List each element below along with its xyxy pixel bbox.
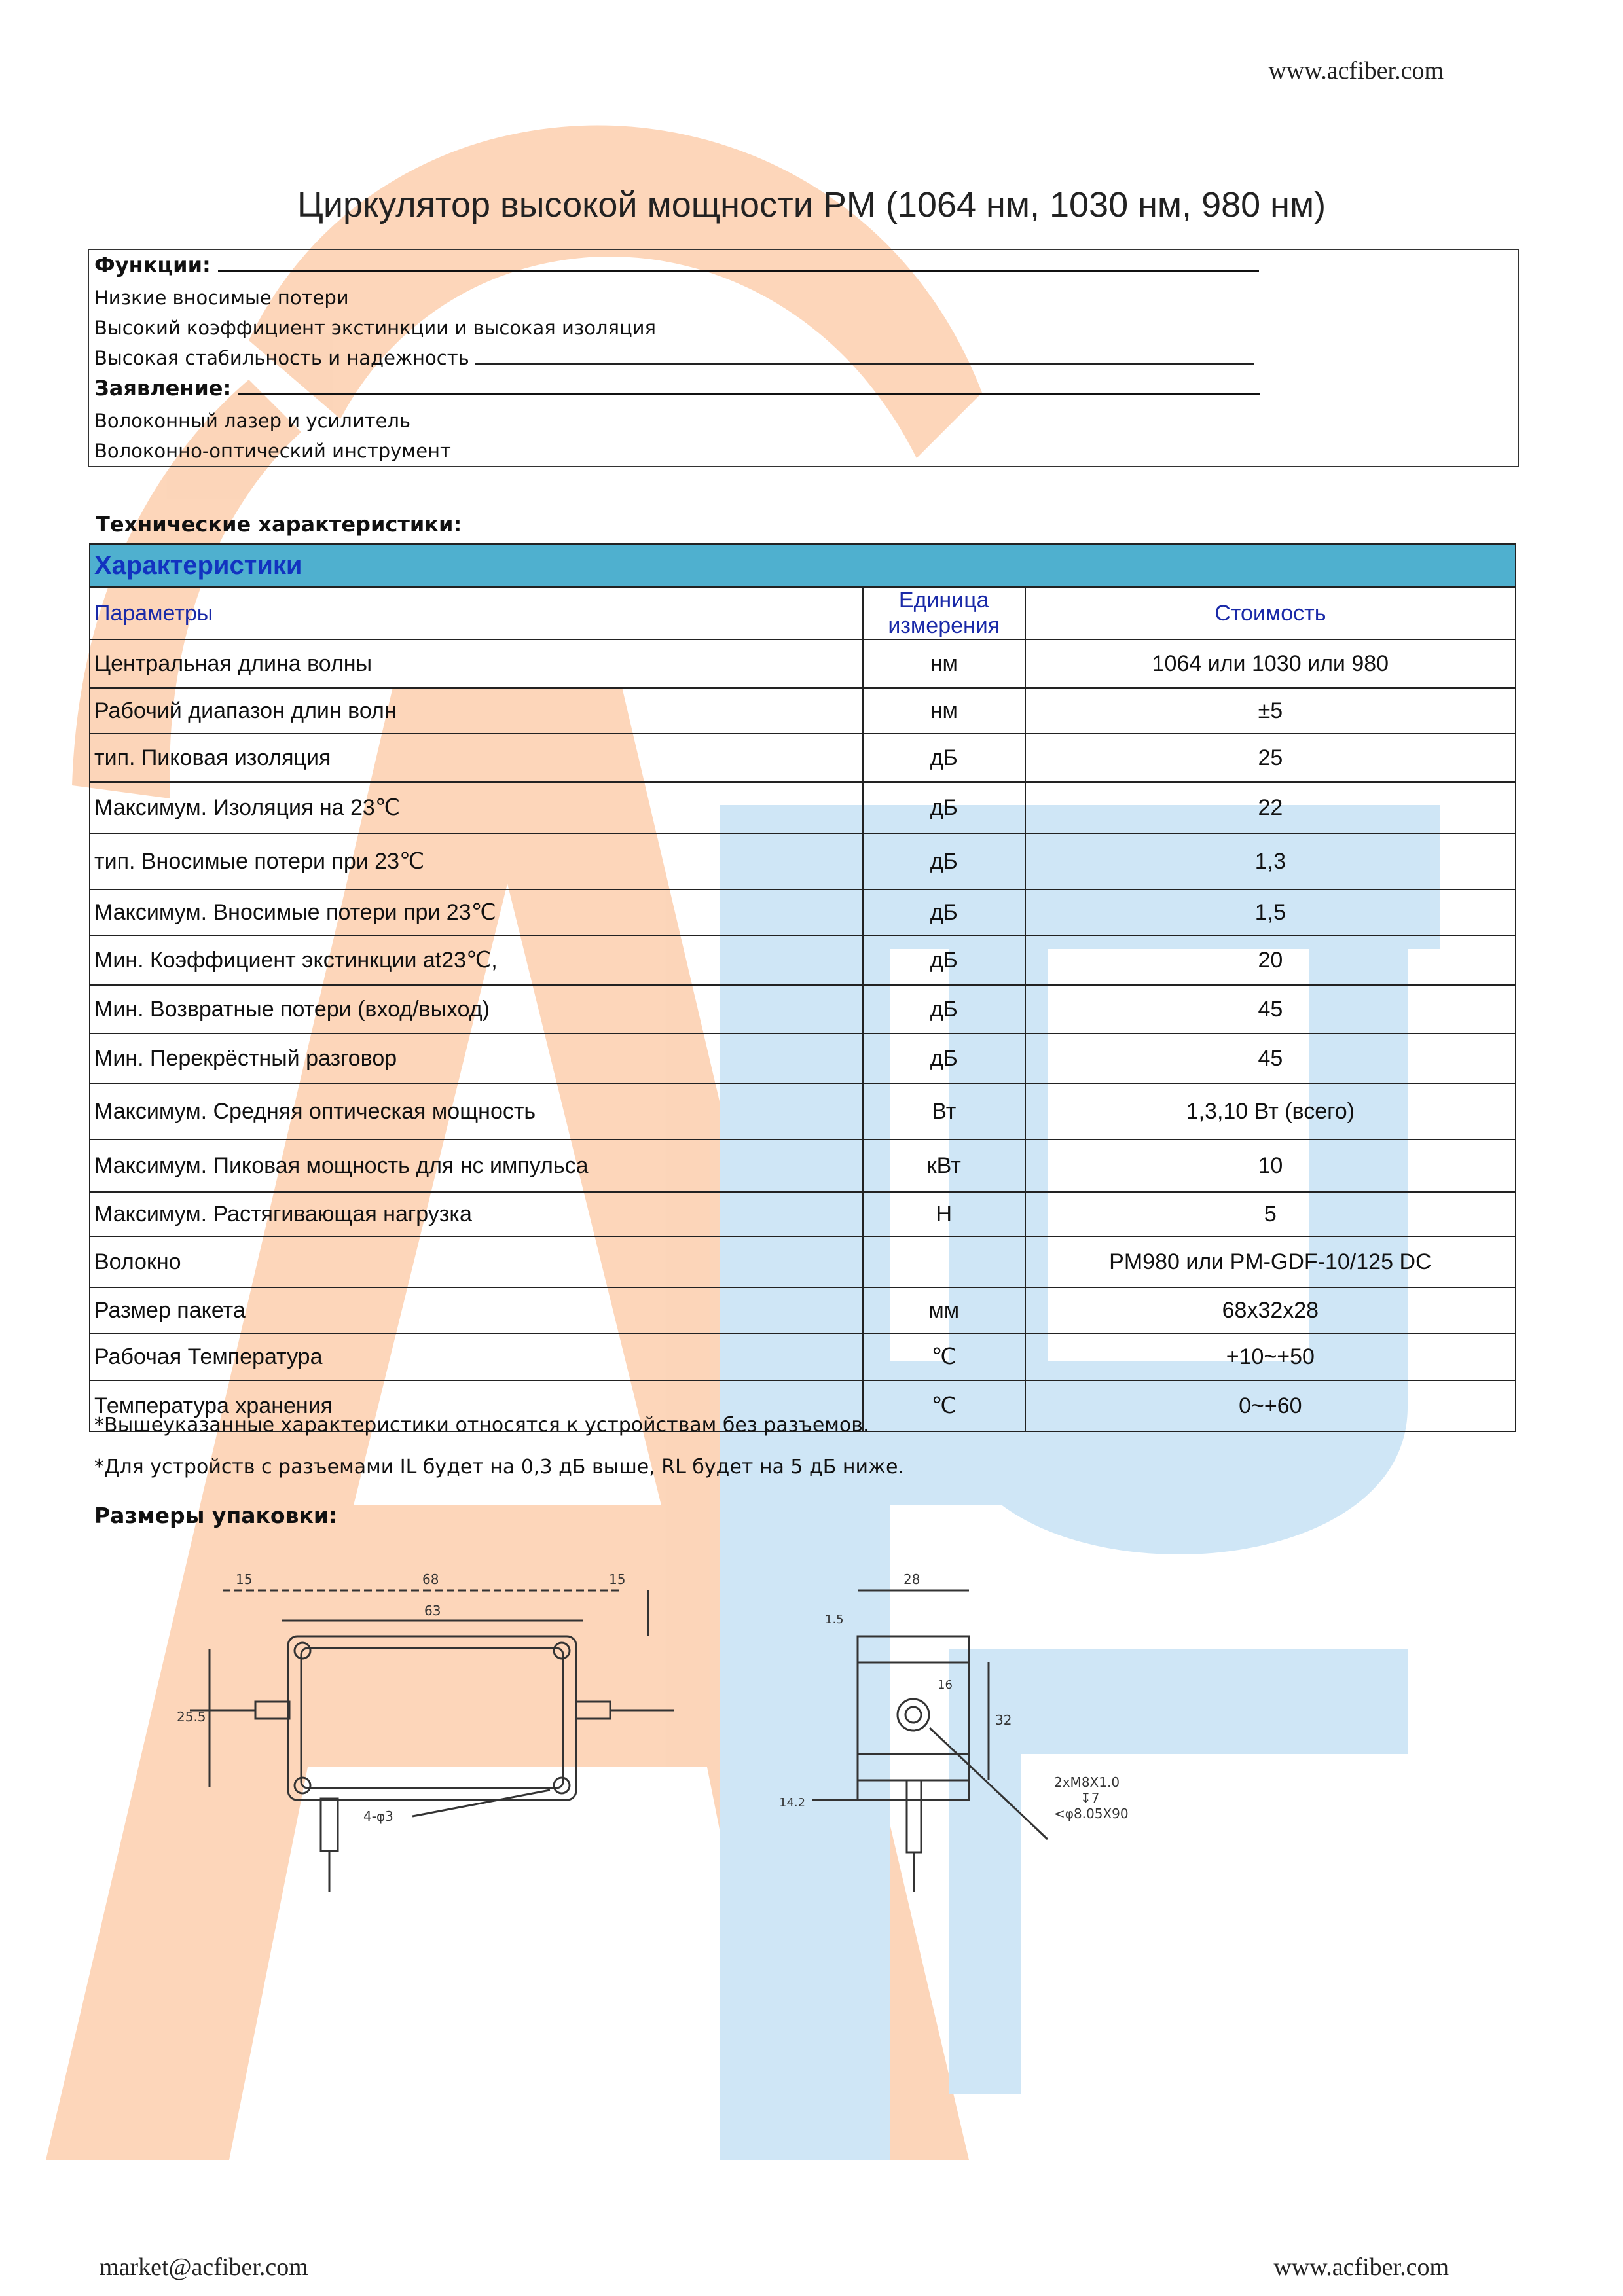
dim-label: 16	[938, 1678, 953, 1692]
features-box	[88, 249, 1519, 467]
cell-value: 5	[1025, 1192, 1516, 1236]
application-label: Заявление:	[94, 376, 232, 401]
feature-item: Высокий коэффициент экстинкции и высокая изоляция	[94, 317, 656, 339]
dim-label: 63	[424, 1603, 441, 1619]
cell-value: 45	[1025, 1033, 1516, 1083]
dim-label: 25.5	[177, 1709, 206, 1725]
cell-unit	[863, 1236, 1025, 1287]
cell-param: Рабочий диапазон длин волн	[90, 688, 863, 734]
dim-label: 68	[422, 1571, 439, 1587]
cell-unit: нм	[863, 639, 1025, 688]
cell-value: 45	[1025, 985, 1516, 1033]
table-row	[90, 1083, 1516, 1139]
page-title: Циркулятор высокой мощности PM (1064 нм, 1030 нм, 980 нм)	[297, 185, 1326, 224]
cell-param: Размер пакета	[90, 1287, 863, 1333]
cell-param: Мин. Коэффициент экстинкции at23℃,	[90, 935, 863, 985]
underline	[238, 393, 1260, 395]
thread-label: <φ8.05X90	[1054, 1806, 1129, 1821]
note-2: *Для устройств с разъемами IL будет на 0,3 дБ выше, RL будет на 5 дБ ниже.	[94, 1456, 905, 1479]
cell-value: 0~+60	[1025, 1380, 1516, 1431]
cell-param: Максимум. Средняя оптическая мощность	[90, 1083, 863, 1139]
dim-label: 28	[903, 1571, 921, 1587]
header-url[interactable]: www.acfiber.com	[1268, 57, 1444, 84]
cell-param: Температура хранения	[90, 1380, 863, 1431]
cell-param: тип. Пиковая изоляция	[90, 734, 863, 782]
dim-label: 15	[236, 1571, 253, 1587]
footer-url[interactable]: www.acfiber.com	[1273, 2253, 1449, 2281]
application-item: Волоконно-оптический инструмент	[94, 440, 451, 462]
cell-param: Максимум. Пиковая мощность для нс импульса	[90, 1139, 863, 1192]
note-1: *Вышеуказанные характеристики относятся к устройствам без разъемов.	[94, 1414, 869, 1437]
underline	[475, 363, 1254, 365]
table-row	[90, 985, 1516, 1033]
cell-value: 22	[1025, 782, 1516, 833]
table-row	[90, 1192, 1516, 1236]
table-header-row	[90, 587, 1516, 639]
table-row	[90, 1333, 1516, 1380]
table-row	[90, 935, 1516, 985]
cell-param: тип. Вносимые потери при 23℃	[90, 833, 863, 889]
cell-unit: дБ	[863, 889, 1025, 935]
cell-unit: нм	[863, 688, 1025, 734]
cell-param: Максимум. Вносимые потери при 23℃	[90, 889, 863, 935]
side-view-drawing	[773, 1564, 1283, 1905]
table-title-row	[90, 544, 1516, 587]
header-value: Стоимость	[1025, 587, 1516, 639]
thread-label: ↧7	[1080, 1790, 1100, 1806]
cell-value: 10	[1025, 1139, 1516, 1192]
cell-unit: дБ	[863, 734, 1025, 782]
cell-unit: ℃	[863, 1333, 1025, 1380]
dim-label: 32	[995, 1712, 1012, 1728]
cell-unit: дБ	[863, 1033, 1025, 1083]
specs-label: Технические характеристики:	[96, 512, 462, 537]
front-view-drawing	[164, 1564, 753, 1905]
cell-unit: дБ	[863, 782, 1025, 833]
footer-email[interactable]: market@acfiber.com	[100, 2253, 308, 2281]
spec-table	[89, 543, 1516, 1432]
cell-param: Центральная длина волны	[90, 639, 863, 688]
table-row	[90, 1139, 1516, 1192]
table-row	[90, 1033, 1516, 1083]
cell-value: 68x32x28	[1025, 1287, 1516, 1333]
table-row	[90, 833, 1516, 889]
cell-param: Максимум. Растягивающая нагрузка	[90, 1192, 863, 1236]
table-row	[90, 1287, 1516, 1333]
package-label: Размеры упаковки:	[94, 1503, 338, 1528]
functions-label: Функции:	[94, 253, 211, 278]
thread-label: 2xM8X1.0	[1054, 1774, 1120, 1790]
dim-label: 14.2	[779, 1796, 806, 1810]
dim-label: 4-φ3	[363, 1808, 393, 1824]
cell-unit: Вт	[863, 1083, 1025, 1139]
cell-value: 25	[1025, 734, 1516, 782]
cell-value: 1,3	[1025, 833, 1516, 889]
table-row	[90, 688, 1516, 734]
table-title: Характеристики	[90, 544, 1516, 587]
table-row	[90, 734, 1516, 782]
table-row	[90, 782, 1516, 833]
header-params: Параметры	[90, 587, 863, 639]
cell-unit: кВт	[863, 1139, 1025, 1192]
cell-value: 1064 или 1030 или 980	[1025, 639, 1516, 688]
table-row	[90, 1236, 1516, 1287]
cell-value: 20	[1025, 935, 1516, 985]
table-row	[90, 639, 1516, 688]
cell-unit: дБ	[863, 985, 1025, 1033]
cell-unit: Н	[863, 1192, 1025, 1236]
feature-item: Высокая стабильность и надежность	[94, 347, 469, 369]
dim-label: 15	[609, 1571, 626, 1587]
cell-value: 1,5	[1025, 889, 1516, 935]
cell-param: Мин. Перекрёстный разговор	[90, 1033, 863, 1083]
feature-item: Низкие вносимые потери	[94, 287, 349, 309]
dim-label: 1.5	[825, 1613, 844, 1626]
cell-unit: ℃	[863, 1380, 1025, 1431]
cell-param: Рабочая Температура	[90, 1333, 863, 1380]
cell-value: 1,3,10 Вт (всего)	[1025, 1083, 1516, 1139]
functions-line	[94, 253, 1259, 278]
underline	[218, 270, 1259, 272]
cell-value: ±5	[1025, 688, 1516, 734]
cell-param: Волокно	[90, 1236, 863, 1287]
cell-unit: мм	[863, 1287, 1025, 1333]
application-line	[94, 376, 1260, 401]
cell-param: Максимум. Изоляция на 23℃	[90, 782, 863, 833]
cell-value: +10~+50	[1025, 1333, 1516, 1380]
table-row	[90, 889, 1516, 935]
cell-unit: дБ	[863, 935, 1025, 985]
cell-param: Мин. Возвратные потери (вход/выход)	[90, 985, 863, 1033]
cell-unit: дБ	[863, 833, 1025, 889]
cell-value: PM980 или PM-GDF-10/125 DC	[1025, 1236, 1516, 1287]
application-item: Волоконный лазер и усилитель	[94, 410, 411, 432]
feature-line	[94, 347, 1254, 369]
spec-rows	[90, 639, 1516, 1431]
header-unit: Единица измерения	[863, 587, 1025, 639]
